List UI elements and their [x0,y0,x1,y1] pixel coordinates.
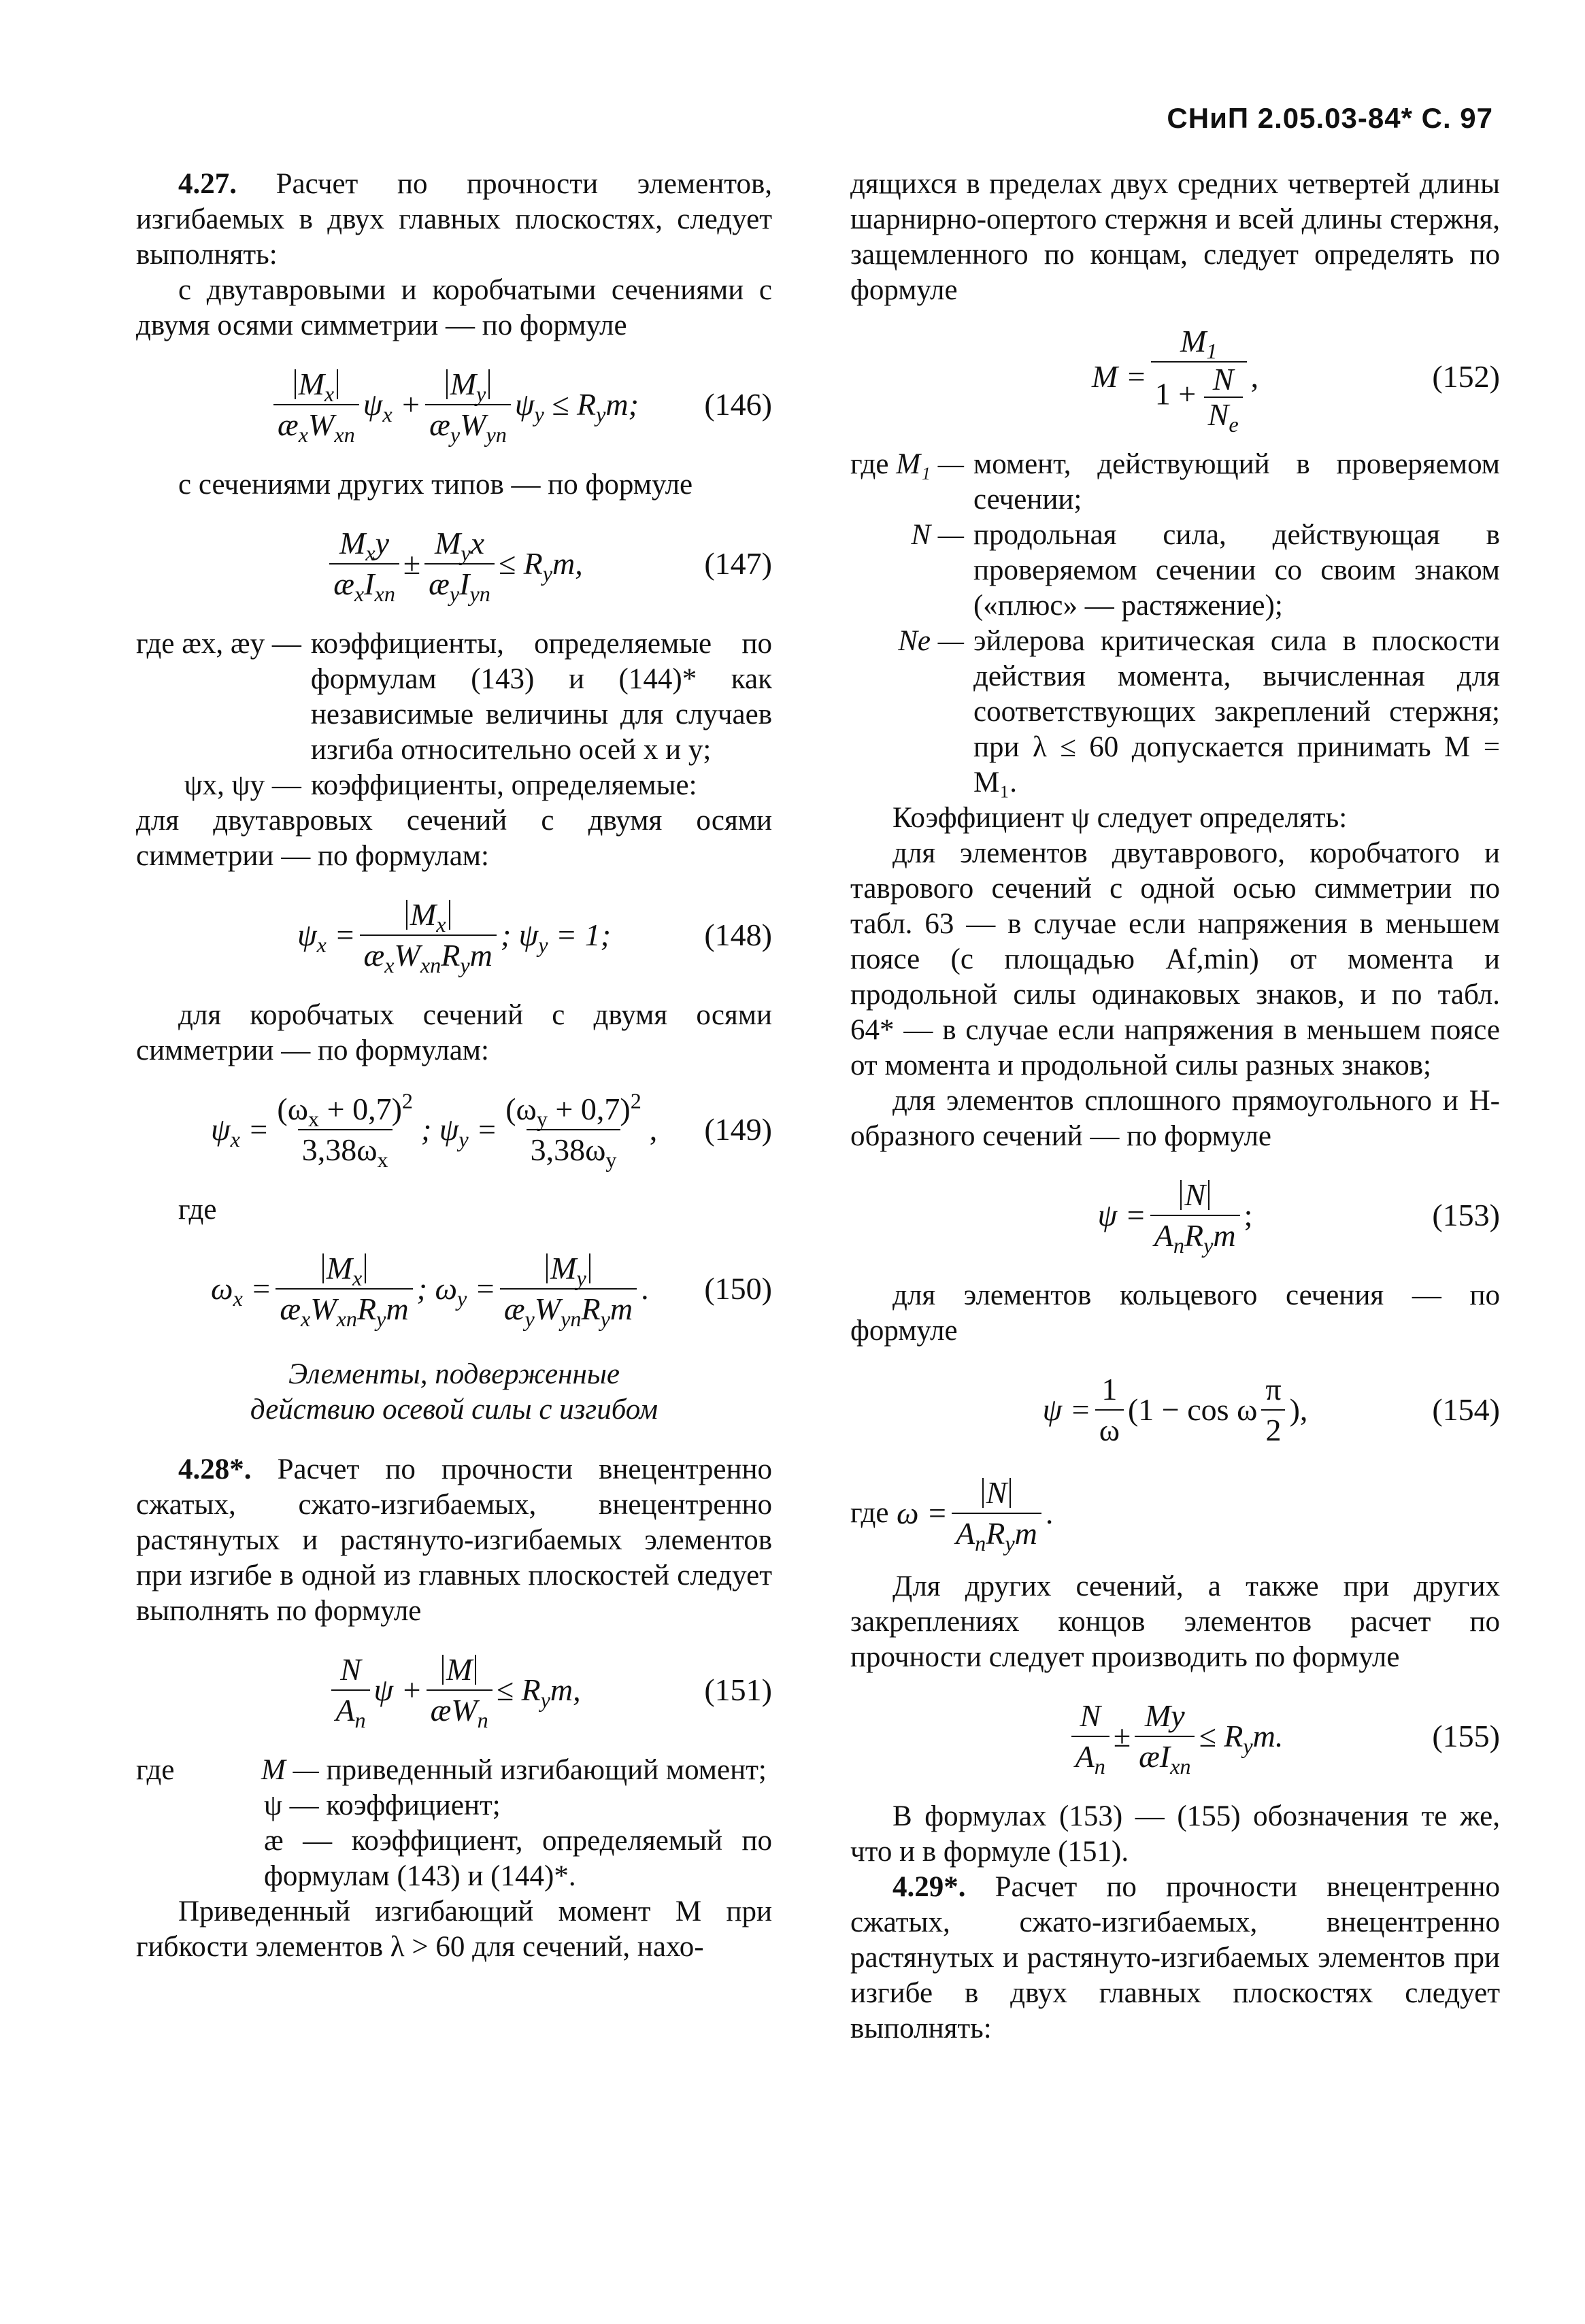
paragraph-rect: для элементов сплошного прямоугольного и Н-образного сечений — по формуле [850,1085,1500,1152]
term-psi: ψ — [264,1789,319,1821]
paragraph-other-types: с сечениями других типов — по формуле [178,469,693,501]
definitions-152 [850,447,1500,801]
paragraph-coefficient: Коэффициент ψ следует определять: [892,802,1348,834]
clause-4-27 [136,167,772,273]
equation-number: (150) [704,1271,772,1306]
equation-number: (148) [704,917,772,952]
paragraph-box: для коробчатых сечений с двумя осями симметрии — по формулам: [136,999,772,1066]
def-term [850,447,964,518]
def-row [261,1788,772,1823]
equation-number: (149) [704,1112,772,1147]
formula-150: $\omega_x$ = $\frac{M_x}{æ_xW_{xn}R_ym}$ ; $\omega_y$ = $\frac{M_y}{æ_yW_{yn}R_ym}$ . (150) [211,1251,772,1332]
section-subheading [136,1357,772,1428]
equation-number: (152) [1432,359,1500,394]
where-label: где [850,1497,889,1529]
clause-text: Расчет по прочности элементов, изгибаемых в двух главных плоскостях, следует выполнять: [136,168,772,271]
def-text: продольная сила, действующая в проверяемом сечении со своим знаком («плюс» — растяжение); [973,519,1500,622]
term-ae: æ — [264,1825,333,1857]
term-M1: M₁ — [896,448,964,480]
formula-149: $\psi_x$ = $\frac{(\omega_x + 0,7)^2}{3,38\omega_x}$ ; $\psi_y$ = $\frac{(\omega_y + 0,7)^2}{3,38\omega_y}$ , (149) [211,1088,772,1173]
clause-4-29 [850,1870,1500,2047]
left-column [136,167,772,1965]
where-label: где [850,448,889,480]
def-text: коэффициент, определяемый по формулам (143) и (144)*. [264,1825,772,1892]
definitions-146-147 [136,626,772,803]
def-text: коэффициент; [326,1789,501,1821]
formula-155: $\frac{N}{A_n}$ ± $\frac{My}{æI_{xn}}$ ≤ $R_ym$. (155) [850,1689,1500,1784]
formula-151: $\frac{N}{A_n}$ ψ + $\frac{M}{æW_n}$ ≤ $R_ym$, (151) [136,1643,772,1738]
formula-omega: где ω = $\frac{N}{A_nR_ym}$ . [850,1475,1054,1556]
equation-number: (153) [1432,1198,1500,1232]
def-row [261,1753,772,1788]
where-label: где [136,628,175,660]
term-kx: æx, æy — [182,628,301,660]
clause-4-28 [136,1452,772,1629]
clause-text: Расчет по прочности внецентренно сжатых, сжато-изгибаемых, внецентренно растянутых и растянуто-изгибаемых элементов при изгибе в одной из главных плоскостей следует выполнять по формуле [136,1453,772,1627]
formula-153: ψ = $\frac{N}{A_nR_ym}$ ; (153) [1097,1177,1500,1258]
equation-number: (146) [704,387,772,422]
formula-152: M = $M_1$ 1 + $\frac{N}{N_e}$ , (152) [1091,324,1500,437]
equation-number: (151) [704,1672,772,1707]
spacer [136,1788,252,1823]
paragraph-other-sections: Для других сечений, а также при других закреплениях концов элементов расчет по прочности следует производить по формуле [850,1570,1500,1673]
page-header: СНиП 2.05.03-84* С. 97 [1167,102,1493,134]
term-M: M — [261,1754,319,1786]
equation-number: (154) [1432,1392,1500,1427]
equation-number: (147) [704,546,772,581]
paragraph-tee: для элементов двутаврового, коробчатого и таврового сечений с одной осью симметрии по табл. 63 — в случае если напряжения в меньшем поясе (с площадью Af,min) от момента и продольной силы одинаковых знаков, и по табл. 64* — в случае если напряжения в меньшем поясе от момента и продольной силы разных знаков; [850,837,1500,1081]
equation-number: (155) [1432,1719,1500,1753]
paragraph-ring: для элементов кольцевого сечения — по формуле [850,1279,1500,1347]
def-row [261,1823,772,1894]
where-label: где [136,1754,175,1786]
def-text: эйлерова критическая сила в плоскости действия момента, вычисленная для соответствующих закреплений стержня; при λ ≤ 60 допускается принимать M = M₁. [973,625,1500,798]
clause-number: 4.27. [178,168,237,200]
paragraph-notation: В формулах (153) — (155) обозначения те же, что и в формуле (151). [850,1800,1500,1868]
subheading-line: действию осевой силы с изгибом [250,1394,658,1426]
def-text: коэффициенты, определяемые: [310,769,697,801]
clause-number: 4.29*. [892,1871,966,1903]
right-column [850,167,1500,2047]
subheading-line: Элементы, подверженные [288,1358,620,1390]
def-text: момент, действующий в проверяемом сечении; [973,448,1500,516]
term-psi: ψx, ψy — [184,769,301,801]
paragraph-box-sections: с двутавровыми и коробчатыми сечениями с двумя осями симметрии — по формуле [136,274,772,341]
def-text: коэффициенты, определяемые по формулам (143) и (144)* как независимые величины для случаев изгиба относительно осей x и y; [310,628,772,766]
spacer [136,1823,252,1894]
formula-154: ψ = $\frac{1}{\omega}$ (1 − cos ω $\frac{\pi}{2}$ ), (154) [850,1362,1500,1458]
paragraph-reduced-moment: Приведенный изгибающий момент M при гибкости элементов λ > 60 для сечений, нахо- [136,1896,772,1963]
paragraph-ibeam: для двутавровых сечений с двумя осями симметрии — по формулам: [136,805,772,872]
term-N: N — [911,519,964,551]
paragraph-continuation: дящихся в пределах двух средних четвертей длины шарнирно-опертого стержня и всей длины стержня, защемленного по концам, следует определять по формуле [850,168,1500,306]
clause-text: Расчет по прочности внецентренно сжатых, сжато-изгибаемых, внецентренно растянутых и растянуто-изгибаемых элементов при изгибе в двух главных плоскостях следует выполнять: [850,1871,1500,2044]
def-term [136,626,301,768]
def-text: приведенный изгибающий момент; [326,1754,767,1786]
formula-147: $\frac{M_xy}{æ_xI_{xn}}$ ± $\frac{M_yx}{æ_yI_{yn}}$ ≤ $R_ym$, (147) [136,516,772,611]
term-Ne: Ne — [898,625,964,657]
formula-148: $\psi_x$ = $\frac{M_x}{æ_xW_{xn}R_ym}$ ; $\psi_y = 1$; (148) [297,897,772,978]
where-label: где [178,1194,217,1226]
definitions-151 [136,1753,772,1894]
formula-146: $\frac{M_x}{æ_xW_{xn}}$ $\psi_x$ + $\frac{M_y}{æ_yW_{yn}}$ $\psi_y \le R_ym$; (146) [136,357,772,452]
clause-number: 4.28*. [178,1453,252,1485]
